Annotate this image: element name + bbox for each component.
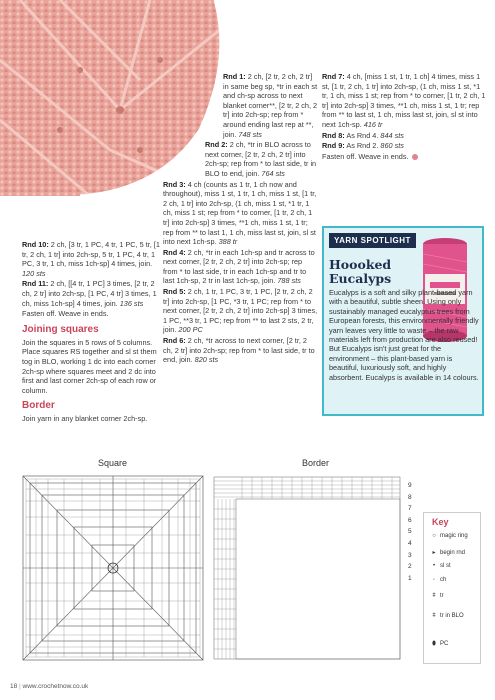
key-item-pc: ⬮ PC [428, 641, 448, 648]
yarn-spotlight-box [322, 226, 484, 416]
round-9: Rnd 9: As Rnd 2. 860 sts [322, 141, 404, 151]
round-5: Rnd 5: 2 ch, 1 tr, 1 PC, 3 tr, 1 PC, [2 tr, 2 ch, 2 tr] into 2ch-sp, [1 PC, *3 tr, 1 PC; rep from * to next corner, [2 tr, 2 ch, 2 tr] into 2ch-sp] 3 times, 1 PC, **3 tr, 1 PC; rep from ** to last 2 sts, 2 tr, join. 200 PC [163, 287, 318, 335]
left-finish-text: Fasten off. Weave in ends. [22, 309, 109, 319]
round-1: Rnd 1: 2 ch, [2 tr, 2 ch, 2 tr] in same beg sp, *tr in each st and ch-sp across to next blanket corner**, [2 tr, 2 ch, 2 tr] into 2ch-sp; rep from * around ending last rep at **, join. 748 sts [223, 72, 318, 139]
round-3: Rnd 3: 4 ch (counts as 1 tr, 1 ch now and throughout), miss 1 st, 1 tr, 1 ch, miss 1 st, [1 tr, 2 ch, 1 tr] into 2ch-sp, (1 ch, miss 1 st, *1 tr, 1 ch, miss 1 st; rep from * to corner, [1 tr, 2 ch, 1 tr] into 2ch-sp] 3 times, **1 ch, miss 1 st, 1 tr; rep from ** to last 1, 1 ch, miss last st, join, sl st into next 1ch-sp. 388 tr [163, 179, 317, 247]
border-row-numbers: 9 8 7 6 5 4 3 2 1 [408, 482, 412, 582]
round-4: Rnd 4: 2 ch, *tr in each 1ch-sp and tr across to next corner, [2 tr, 2 ch, 2 tr] into 2ch-sp; rep from * to last side, tr in each 1ch-sp and tr to last 1ch-sp, 2 tr in last 1ch-sp, join. 788 sts [163, 247, 315, 286]
chart-key [423, 512, 481, 664]
key-item-sl-st: • sl st [428, 563, 451, 569]
magic-ring-icon: ○ [432, 533, 436, 539]
page-footer: 18 | www.crochetnow.co.uk [10, 683, 89, 690]
key-item-begin-rnd: ▸ begin rnd [428, 549, 465, 556]
key-title: Key [432, 517, 449, 527]
pc-icon: ⬮ [432, 641, 436, 647]
key-item-tr: ǂ tr [428, 593, 444, 599]
spotlight-body: Eucalyps is a soft and silky plant-based yarn with a beautiful, subtle sheen. Using only sustainably managed eucalyptus trees from European forests, this environmentally friendly yarn leaves very little to waste – the raw materials left from production are also reused! But Eucalyps isn't just great for the environment – this plant-based yarn is beautiful, luxuriously soft, and highly absorbent. Eucalyps is available in 14 colours. [329, 288, 479, 382]
rounds-right-column [322, 72, 487, 161]
spotlight-tag: YARN SPOTLIGHT [329, 233, 416, 248]
square-chart [22, 475, 204, 661]
round-10: Rnd 10: 2 ch, [3 tr, 1 PC, 4 tr, 1 PC, 5 tr, [1 tr, 2 ch, 1 tr] into 2ch-sp, 5 tr, 1 PC, 4 tr, 1 PC, 3 tr, 1 ch, miss 1ch-sp] 4 times, join. 120 sts [22, 240, 160, 278]
round-7: Rnd 7: 4 ch, [miss 1 st, 1 tr, 1 ch] 4 times, miss 1 st, [1 tr, 2 ch, 1 tr] into 2ch-sp, (1 ch, miss 1 st, *1 tr, 1 ch, miss 1 st; rep from * to corner, [1 tr, 2 ch, 1 tr] into 2ch-sp] 3 times, **1 ch, miss 1 st, 1 tr; rep from ** to last st, 1 ch, miss last st, join, sl st into next 1ch-sp. 416 tr [322, 72, 486, 129]
tr-icon: ǂ [432, 593, 436, 599]
spotlight-title: Hoooked Eucalyps [329, 257, 392, 286]
sl-st-icon: • [432, 563, 436, 569]
joining-heading: Joining squares [22, 323, 99, 335]
round-8: Rnd 8: As Rnd 4. 844 sts [322, 130, 404, 140]
right-finish-text: Fasten off. Weave in ends. [322, 152, 487, 162]
joining-text: Join the squares in 5 rows of 5 columns. Place squares RS together and sl st them tog in BLO, working 1 dc into each corner 2ch-sp where squares meet and 2 dc into first and last corner 2ch-sp of each row or column. [22, 337, 157, 395]
key-item-tr-blo: ǂ tr in BLO [428, 613, 478, 619]
key-item-ch: ◦ ch [428, 577, 446, 583]
tr-blo-icon: ǂ [432, 613, 436, 619]
round-11: Rnd 11: 2 ch, [[4 tr, 1 PC] 3 times, [2 tr, 2 ch, 2 tr] into 2ch-sp, [1 PC, 4 tr] 3 times, 1 ch, miss 1ch-sp] 4 times, join. 136 sts [22, 279, 157, 308]
page-number: 18 [10, 683, 18, 690]
rounds-middle-column [163, 72, 318, 366]
ch-icon: ◦ [432, 577, 436, 583]
end-dot-icon [412, 154, 418, 160]
rounds-left-column [22, 240, 162, 424]
round-2: Rnd 2: 2 ch, *tr in BLO across to next corner, [2 tr, 2 ch, 2 tr] into 2ch-sp; rep from * to last side, tr in BLO to end, join. 764 sts [205, 140, 317, 178]
border-heading: Border [22, 400, 55, 412]
key-item-magic-ring: ○ magic ring [428, 533, 468, 539]
begin-rnd-icon: ▸ [432, 550, 436, 556]
site-url: www.crochetnow.co.uk [22, 683, 89, 690]
round-6: Rnd 6: 2 ch, *tr across to next corner, [2 tr, 2 ch, 2 tr] into 2ch-sp; rep from * to last side, tr to end, join. 820 sts [163, 336, 315, 365]
square-chart-label: Square [98, 458, 128, 468]
border-chart-label: Border [302, 458, 330, 468]
border-chart [212, 475, 408, 661]
border-text: Join yarn in any blanket corner 2ch-sp. [22, 414, 148, 424]
